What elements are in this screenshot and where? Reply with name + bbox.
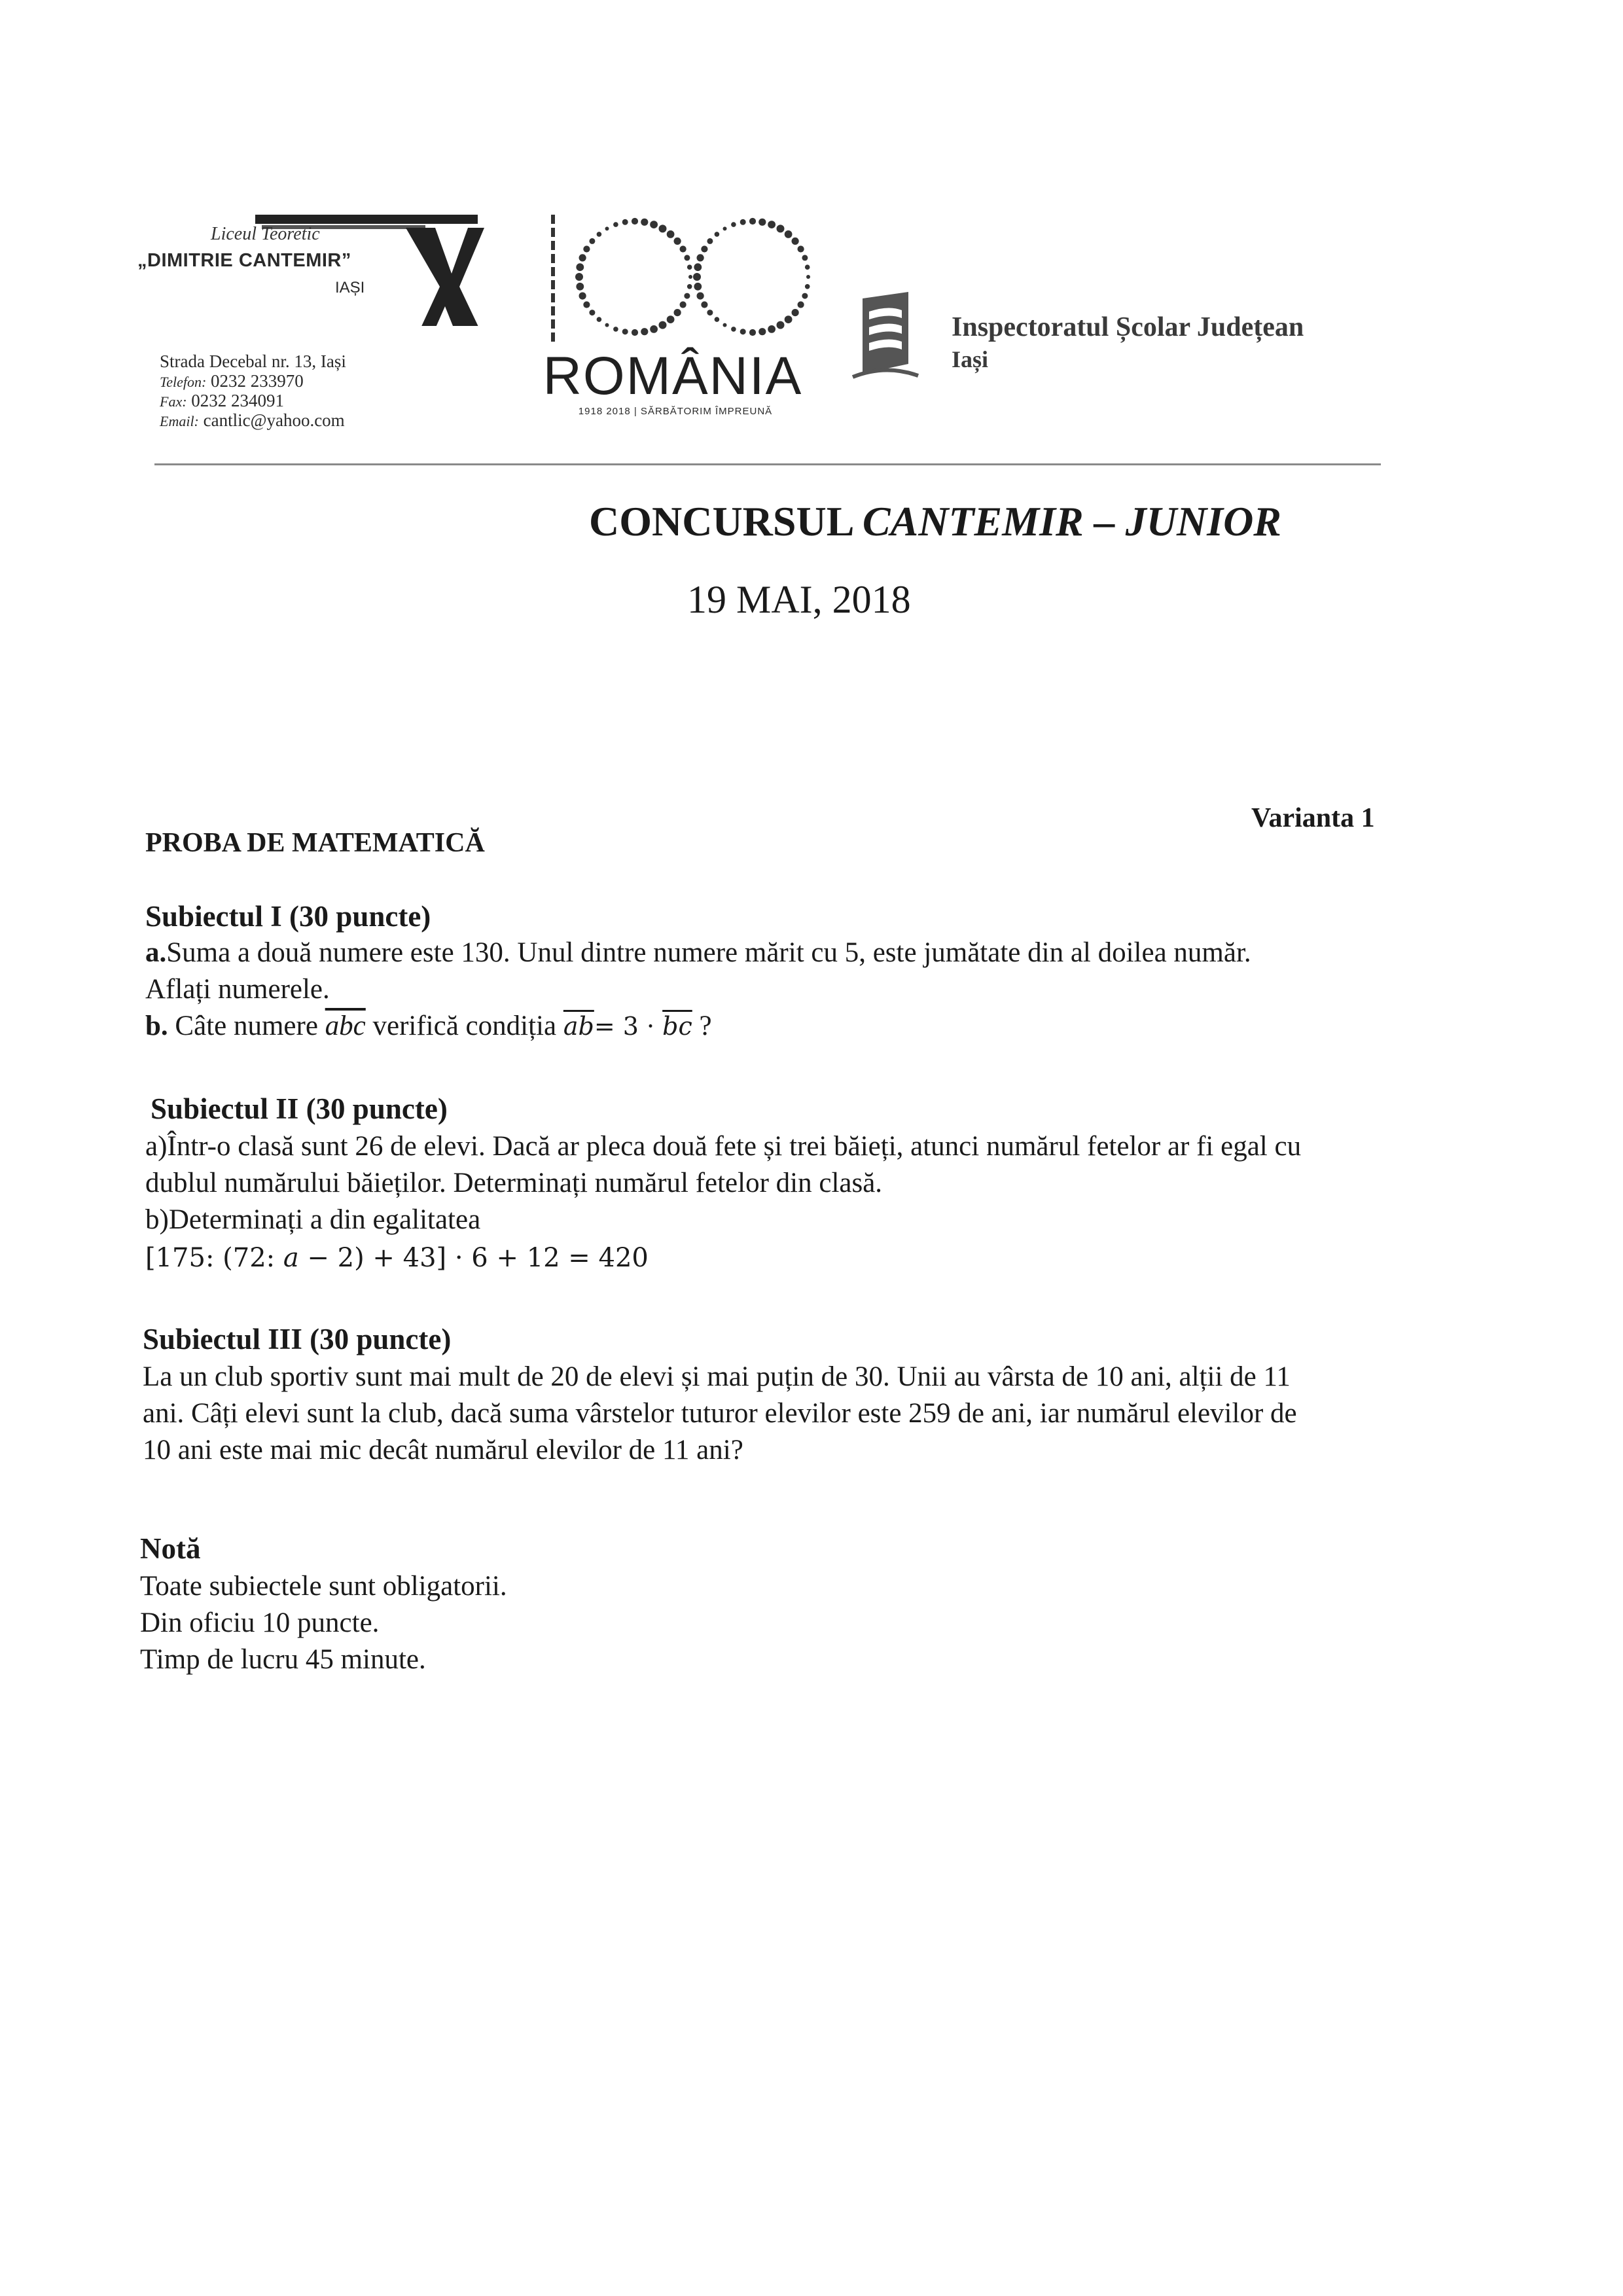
ring-dot: [798, 245, 804, 252]
ring-dot: [749, 329, 756, 336]
subject-2a-line-1: a)Într-o clasă sunt 26 de elevi. Dacă ar pleca două fete și trei băieți, atunci numărul fetelor ar fi egal cu: [145, 1131, 1302, 1162]
ring-dot: [694, 283, 702, 291]
ring-dot: [632, 329, 638, 336]
ring-dot: [792, 309, 799, 316]
ring-dot: [697, 293, 704, 300]
centenary-tagline: 1918 2018 | SĂRBĂTORIM ÎMPREUNĂ: [578, 406, 773, 417]
ring-dot: [798, 301, 804, 308]
ring-dot: [650, 221, 658, 228]
equation-part-2: − 2) + 43] · 6 + 12 = 420: [298, 1243, 649, 1273]
item-b-text: Câte numere: [175, 1011, 318, 1041]
note-title: Notă: [140, 1532, 201, 1565]
equation-part-1: [175: (72:: [145, 1243, 283, 1273]
ring-dot: [723, 226, 727, 230]
ring-dot: [589, 238, 595, 244]
ring-dots: [575, 218, 692, 336]
ring-dot: [740, 219, 746, 225]
subject-3-line-2: ani. Câți elevi sunt la club, dacă suma vârstelor tuturor elevilor este 259 de ani, iar numărul elevilor de: [143, 1398, 1297, 1429]
inspectorate-city: Iași: [952, 346, 989, 372]
ring-dot: [715, 317, 720, 322]
ring-dot: [768, 221, 776, 228]
ring-dot: [605, 323, 609, 327]
inspectorate-name: Inspectoratul Școlar Județean: [952, 312, 1304, 342]
contest-prefix: CONCURSUL: [589, 498, 852, 545]
school-address: Strada Decebal nr. 13, Iași: [160, 351, 346, 371]
ring-dot: [613, 222, 618, 227]
ring-dot: [768, 325, 776, 333]
contest-title: [589, 497, 1281, 546]
email-label: Email:: [160, 413, 199, 429]
subject-3-line-1: La un club sportiv sunt mai mult de 20 de elevi și mai puțin de 30. Unii au vârsta de 10 ani, alții de 11: [143, 1361, 1291, 1392]
school-name: „DIMITRIE CANTEMIR”: [137, 250, 351, 271]
overlined-number-abc: $\overline{abc}$: [325, 1011, 366, 1041]
subject-3-title: Subiectul III (30 puncte): [143, 1323, 452, 1355]
note-line-2: Din oficiu 10 puncte.: [140, 1607, 380, 1638]
ring-dot: [707, 238, 713, 244]
ring-dot: [805, 284, 810, 289]
ring-dot: [632, 218, 638, 224]
ring-dot: [667, 315, 675, 323]
ring-dot: [684, 255, 690, 260]
header-divider: [154, 463, 1381, 465]
ring-dot: [777, 321, 785, 329]
ring-dot: [701, 301, 707, 308]
ring-dot: [758, 328, 766, 335]
ring-dot: [576, 263, 584, 271]
ring-dot: [806, 275, 810, 279]
centenary-word: ROMÂNIA: [543, 346, 803, 406]
overlined-number-bc: $\overline{bc}$: [662, 1012, 692, 1041]
ring-dot: [715, 232, 720, 237]
phone-value: 0232 233970: [211, 371, 304, 391]
ring-dot: [805, 264, 810, 270]
contest-date: 19 MAI, 2018: [687, 578, 911, 621]
exam-variant: Varianta 1: [1251, 803, 1375, 833]
ring-dot: [694, 263, 702, 271]
email-value: cantlic@yahoo.com: [203, 410, 345, 430]
ring-dot: [575, 273, 583, 281]
equation-operator: = 3 ·: [594, 1012, 663, 1041]
ring-dots: [693, 218, 810, 336]
school-fax: [160, 391, 284, 411]
ring-dot: [792, 238, 799, 245]
item-a-text: Suma a două numere este 130. Unul dintre numere mărit cu 5, este jumătate din al doilea număr.: [166, 937, 1251, 968]
ring-dot: [684, 293, 690, 299]
ring-dot: [687, 264, 692, 270]
ring-dot: [579, 254, 586, 261]
overlined-number-ab: $\overline{ab}$: [563, 1012, 594, 1041]
ring-dot: [641, 219, 648, 226]
ring-dot: [622, 219, 628, 225]
fax-label: Fax:: [160, 393, 187, 410]
subject-2a-line-2: dublul numărului băieților. Determinați numărul fetelor din clasă.: [145, 1168, 883, 1198]
ring-dot: [576, 283, 584, 291]
ring-dot: [731, 327, 736, 332]
ring-dot: [680, 301, 687, 308]
ring-dot: [589, 310, 595, 315]
contest-name: CANTEMIR – JUNIOR: [862, 498, 1281, 545]
ring-dot: [583, 301, 590, 308]
subject-1b-line: [145, 1008, 712, 1045]
ring-dot: [597, 232, 602, 237]
ring-dot: [583, 245, 590, 252]
ring-dot: [802, 255, 808, 260]
subject-2b-line-1: b)Determinați a din egalitatea: [145, 1204, 481, 1235]
subject-3-line-3: 10 ani este mai mic decât numărul elevilor de 11 ani?: [143, 1435, 743, 1465]
ring-dot: [597, 317, 602, 322]
ring-dot: [740, 329, 746, 334]
ring-dot: [579, 293, 586, 300]
item-b-question-mark: ?: [699, 1011, 712, 1041]
phone-label: Telefon:: [160, 374, 207, 390]
school-type: Liceul Teoretic: [211, 224, 320, 244]
note-line-3: Timp de lucru 45 minute.: [140, 1644, 426, 1675]
ring-dot: [680, 245, 687, 252]
ring-dot: [758, 219, 766, 226]
item-a-marker: a.: [145, 937, 167, 968]
ring-dot: [650, 325, 658, 333]
ring-dot: [659, 224, 667, 232]
note-line-1: Toate subiectele sunt obligatorii.: [140, 1571, 507, 1602]
ring-dot: [687, 284, 692, 289]
item-b-marker: b.: [145, 1011, 168, 1041]
fax-value: 0232 234091: [191, 391, 285, 410]
item-b-text-2: verifică condiția: [372, 1011, 557, 1041]
ring-dot: [785, 315, 793, 323]
ring-dot: [701, 245, 707, 252]
ring-dot: [723, 323, 727, 327]
ring-dot: [674, 238, 681, 245]
ring-dot: [731, 222, 736, 227]
inspectorate-logo-icon: [849, 285, 921, 384]
school-email: [160, 411, 345, 431]
ring-dot: [749, 218, 756, 224]
equation-variable: a: [283, 1243, 299, 1273]
ring-dot: [688, 275, 692, 279]
subject-1a-line-2: Aflați numerele.: [145, 974, 330, 1005]
school-phone: [160, 372, 304, 391]
ring-dot: [777, 224, 785, 232]
ring-dot: [802, 293, 808, 299]
ring-dot: [622, 329, 628, 334]
ring-dot: [641, 328, 648, 335]
school-city: IAȘI: [335, 279, 365, 296]
ring-dot: [613, 327, 618, 332]
ring-dot: [693, 273, 701, 281]
ring-dot: [697, 254, 704, 261]
ring-dot: [659, 321, 667, 329]
ring-dot: [707, 310, 713, 315]
subject-1-title: Subiectul I (30 puncte): [145, 900, 431, 933]
subject-2-title: Subiectul II (30 puncte): [151, 1092, 448, 1125]
subject-2b-equation: [145, 1240, 649, 1276]
item-b-equation: [563, 1012, 692, 1041]
ring-dot: [667, 230, 675, 238]
ring-dot: [785, 230, 793, 238]
subject-1a-line-1: [145, 935, 1251, 971]
ring-dot: [605, 226, 609, 230]
exam-title: PROBA DE MATEMATICĂ: [145, 828, 485, 858]
ring-dot: [674, 309, 681, 316]
